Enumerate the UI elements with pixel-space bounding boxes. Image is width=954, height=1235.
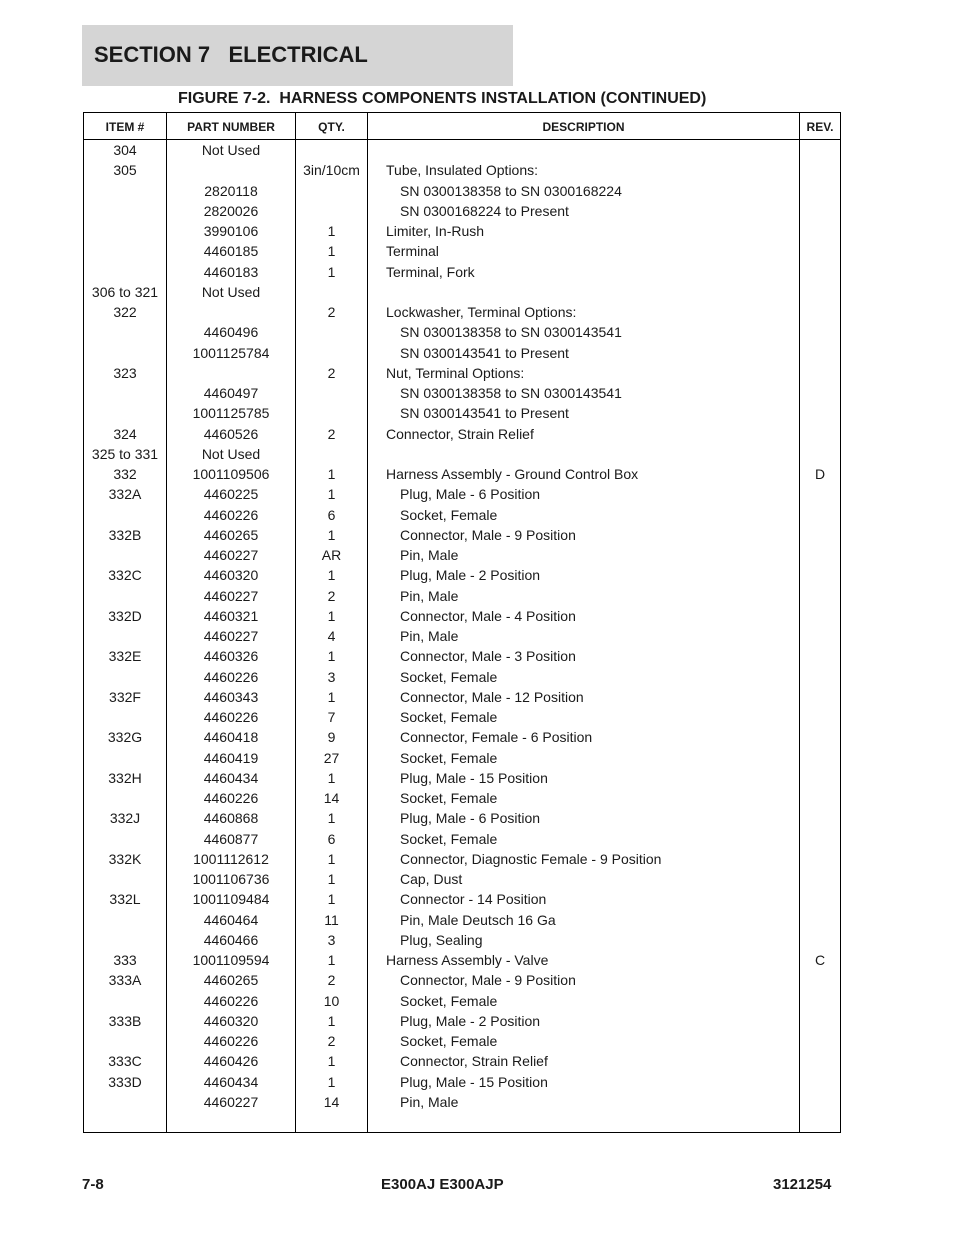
table-row <box>84 930 840 950</box>
table-row <box>84 727 840 747</box>
table-row <box>84 160 840 180</box>
part-number-cell: 4460419 <box>203 749 259 766</box>
part-number-cell: 4460526 <box>203 425 259 442</box>
item-cell: 333 <box>113 952 137 968</box>
item-cell: 332E <box>108 648 142 665</box>
table-row <box>84 322 840 342</box>
qty-cell: 2 <box>327 364 336 381</box>
description-cell: Socket, Female <box>400 506 498 523</box>
table-row <box>84 910 840 930</box>
item-cell: 332C <box>108 567 142 584</box>
description-cell: Socket, Female <box>400 992 498 1009</box>
description-cell: Connector, Male - 12 Position <box>400 688 584 705</box>
table-row <box>84 525 840 545</box>
qty-cell: 7 <box>327 709 336 725</box>
part-number-cell: 1001125784 <box>192 344 270 361</box>
part-number-cell: 4460434 <box>203 769 259 786</box>
table-row <box>84 262 840 282</box>
qty-cell: 3 <box>327 668 336 685</box>
description-cell: Connector, Diagnostic Female - 9 Position <box>400 850 662 867</box>
header-qty: QTY. <box>318 119 345 134</box>
table-row <box>84 1051 840 1071</box>
table-row <box>84 221 840 241</box>
qty-cell: 6 <box>327 830 336 847</box>
description-cell: Socket, Female <box>400 709 498 725</box>
table-row <box>84 950 840 970</box>
item-cell: 333D <box>108 1073 142 1090</box>
qty-cell: 1 <box>327 769 336 786</box>
item-cell: 332L <box>109 891 141 908</box>
description-cell: Plug, Male - 2 Position <box>400 567 541 584</box>
table-row <box>84 869 840 889</box>
table-row <box>84 970 840 990</box>
qty-cell: 1 <box>327 567 336 584</box>
qty-cell: 1 <box>327 526 336 543</box>
item-cell: 306 to 321 <box>91 283 159 300</box>
description-cell: Socket, Female <box>400 749 498 766</box>
item-cell: 322 <box>113 304 137 320</box>
table-row <box>84 626 840 646</box>
item-cell: 332F <box>109 688 141 705</box>
part-number-cell: 1001109506 <box>192 466 270 482</box>
table-row <box>84 707 840 727</box>
part-number-cell: 4460227 <box>203 587 259 604</box>
document-number: 3121254 <box>773 1176 832 1193</box>
description-cell: Nut, Terminal Options: <box>386 364 525 381</box>
header-part-number: PART NUMBER <box>187 119 275 134</box>
part-number-cell: 4460464 <box>203 911 259 928</box>
part-number-cell: 4460227 <box>203 547 259 563</box>
part-number-cell: 4460226 <box>203 790 259 806</box>
header-description: DESCRIPTION <box>542 119 625 134</box>
description-cell: Connector, Male - 9 Position <box>400 526 576 543</box>
item-cell: 325 to 331 <box>91 445 159 462</box>
table-row <box>84 424 840 444</box>
description-cell: Terminal, Fork <box>386 263 475 280</box>
part-number-cell: 4460226 <box>203 1033 259 1049</box>
description-cell: Plug, Sealing <box>400 931 483 948</box>
description-cell: Plug, Male - 6 Position <box>400 486 541 503</box>
qty-cell: 14 <box>323 790 340 806</box>
table-row <box>84 363 840 383</box>
part-number-cell: 4460343 <box>203 688 259 705</box>
description-cell: Connector, Strain Relief <box>386 425 534 442</box>
description-cell: Socket, Female <box>400 790 498 806</box>
description-cell: Connector, Female - 6 Position <box>400 729 593 746</box>
description-cell: Socket, Female <box>400 830 498 847</box>
description-cell: Socket, Female <box>400 668 498 685</box>
table-row <box>84 1092 840 1112</box>
qty-cell: 1 <box>327 243 336 260</box>
table-row <box>84 403 840 423</box>
part-number-cell: 1001106736 <box>192 871 270 887</box>
description-cell: Pin, Male <box>400 1093 459 1110</box>
qty-cell: 1 <box>327 607 336 624</box>
qty-cell: 1 <box>327 891 336 908</box>
description-cell: Plug, Male - 2 Position <box>400 1012 541 1029</box>
part-number-cell: 2820026 <box>203 202 259 219</box>
qty-cell: 1 <box>327 810 336 827</box>
table-row <box>84 606 840 626</box>
part-number-cell: 4460265 <box>203 526 259 543</box>
table-row <box>84 181 840 201</box>
item-cell: 332K <box>108 850 142 867</box>
table-row <box>84 343 840 363</box>
part-number-cell: 4460418 <box>203 729 259 746</box>
part-number-cell: 4460226 <box>203 992 259 1009</box>
description-cell: Connector, Male - 3 Position <box>400 648 576 665</box>
model-name: E300AJ E300AJP <box>381 1176 504 1193</box>
description-cell: Pin, Male <box>400 587 459 604</box>
description-cell: Limiter, In-Rush <box>386 223 485 239</box>
qty-cell: 1 <box>327 1073 336 1090</box>
table-row <box>84 444 840 464</box>
part-number-cell: 4460185 <box>203 243 259 260</box>
description-cell: Plug, Male - 15 Position <box>400 1073 548 1090</box>
qty-cell: 10 <box>323 992 340 1009</box>
part-number-cell: 1001109484 <box>192 891 270 908</box>
item-cell: 332D <box>108 607 142 624</box>
description-cell: Terminal <box>386 243 439 260</box>
section-title: SECTION 7 ELECTRICAL <box>94 42 368 67</box>
part-number-cell: 4460497 <box>203 385 259 401</box>
description-cell: Cap, Dust <box>400 871 463 887</box>
header-rev: REV. <box>806 119 834 134</box>
part-number-cell: 4460321 <box>203 607 259 624</box>
description-cell: Plug, Male - 15 Position <box>400 769 548 786</box>
item-cell: 333B <box>108 1012 142 1029</box>
table-row <box>84 788 840 808</box>
qty-cell: 1 <box>327 223 336 239</box>
qty-cell: 1 <box>327 1053 336 1070</box>
qty-cell: 14 <box>323 1093 340 1110</box>
part-number-cell: 2820118 <box>204 182 258 199</box>
description-cell: Connector, Male - 4 Position <box>400 607 576 624</box>
qty-cell: 2 <box>327 972 336 989</box>
table-row <box>84 1011 840 1031</box>
section-header-bar <box>82 25 513 86</box>
header-item: ITEM # <box>105 119 145 134</box>
table-row <box>84 991 840 1011</box>
part-number-cell: 1001125785 <box>192 405 270 422</box>
table-row <box>84 201 840 221</box>
part-number-cell: 4460496 <box>203 324 259 341</box>
part-number-cell: 4460265 <box>203 972 259 989</box>
table-row <box>84 1031 840 1051</box>
qty-cell: 2 <box>327 304 336 320</box>
description-cell: Harness Assembly - Valve <box>386 952 549 968</box>
part-number-cell: 4460226 <box>203 709 259 725</box>
description-cell: SN 0300143541 to Present <box>400 405 569 422</box>
page-number: 7-8 <box>82 1176 104 1193</box>
description-cell: SN 0300138358 to SN 0300168224 <box>400 182 622 199</box>
table-row <box>84 667 840 687</box>
table-row <box>84 829 840 849</box>
part-number-cell: 4460225 <box>203 486 259 503</box>
description-cell: Pin, Male Deutsch 16 Ga <box>400 911 556 928</box>
item-cell: 332A <box>108 486 142 503</box>
description-cell: SN 0300168224 to Present <box>400 202 569 219</box>
item-cell: 333C <box>108 1053 142 1070</box>
qty-cell: 1 <box>327 688 336 705</box>
qty-cell: 6 <box>327 506 336 523</box>
item-cell: 324 <box>113 425 137 442</box>
item-cell: 323 <box>113 364 137 381</box>
description-cell: Connector, Strain Relief <box>400 1053 548 1070</box>
item-cell: 332H <box>108 769 142 786</box>
table-row <box>84 565 840 585</box>
part-number-cell: 4460434 <box>203 1073 259 1090</box>
table-row <box>84 1072 840 1092</box>
table-row <box>84 505 840 525</box>
item-cell: 333A <box>108 972 142 989</box>
part-number-cell: Not Used <box>201 283 261 300</box>
qty-cell: 11 <box>324 911 339 928</box>
table-row <box>84 889 840 909</box>
item-cell: 332 <box>113 466 137 482</box>
qty-cell: 2 <box>327 587 336 604</box>
part-number-cell: Not Used <box>201 142 261 158</box>
part-number-cell: 4460877 <box>203 830 259 847</box>
qty-cell: 1 <box>327 871 336 887</box>
qty-cell: 9 <box>327 729 336 746</box>
table-row <box>84 484 840 504</box>
part-number-cell: 4460227 <box>203 1093 259 1110</box>
part-number-cell: Not Used <box>201 445 261 462</box>
qty-cell: 1 <box>327 466 336 482</box>
rev-cell: D <box>814 466 826 482</box>
description-cell: Lockwasher, Terminal Options: <box>386 304 577 320</box>
part-number-cell: 4460868 <box>203 810 259 827</box>
table-row <box>84 282 840 302</box>
description-cell: SN 0300143541 to Present <box>400 344 569 361</box>
qty-cell: AR <box>321 547 342 563</box>
description-cell: Pin, Male <box>400 547 459 563</box>
rev-cell: C <box>814 952 826 968</box>
part-number-cell: 4460426 <box>203 1053 259 1070</box>
qty-cell: 1 <box>327 952 336 968</box>
qty-cell: 3 <box>327 931 336 948</box>
item-cell: 332G <box>107 729 143 746</box>
qty-cell: 1 <box>327 486 336 503</box>
table-row <box>84 808 840 828</box>
part-number-cell: 4460320 <box>203 1012 259 1029</box>
qty-cell: 1 <box>327 1012 336 1029</box>
table-row <box>84 849 840 869</box>
table-row <box>84 464 840 484</box>
parts-table <box>83 112 841 1133</box>
part-number-cell: 1001109594 <box>192 952 270 968</box>
table-row <box>84 586 840 606</box>
table-row <box>84 687 840 707</box>
part-number-cell: 3990106 <box>203 223 259 239</box>
table-row <box>84 646 840 666</box>
part-number-cell: 4460183 <box>203 263 259 280</box>
part-number-cell: 4460226 <box>203 668 259 685</box>
description-cell: Socket, Female <box>400 1033 498 1049</box>
item-cell: 332B <box>108 526 142 543</box>
table-row <box>84 140 840 160</box>
qty-cell: 1 <box>327 850 336 867</box>
part-number-cell: 4460466 <box>203 931 259 948</box>
description-cell: Connector - 14 Position <box>400 891 547 908</box>
qty-cell: 27 <box>323 749 340 766</box>
description-cell: Pin, Male <box>400 628 459 644</box>
description-cell: Plug, Male - 6 Position <box>400 810 541 827</box>
part-number-cell: 4460320 <box>203 567 259 584</box>
table-row <box>84 768 840 788</box>
table-row <box>84 748 840 768</box>
description-cell: SN 0300138358 to SN 0300143541 <box>400 324 622 341</box>
qty-cell: 2 <box>327 425 336 442</box>
part-number-cell: 1001112612 <box>193 850 269 867</box>
description-cell: Connector, Male - 9 Position <box>400 972 576 989</box>
table-row <box>84 302 840 322</box>
table-row <box>84 545 840 565</box>
part-number-cell: 4460326 <box>203 648 259 665</box>
item-cell: 304 <box>113 142 137 158</box>
part-number-cell: 4460226 <box>203 506 259 523</box>
qty-cell: 3in/10cm <box>303 162 360 179</box>
table-row <box>84 241 840 261</box>
description-cell: Tube, Insulated Options: <box>386 162 539 179</box>
qty-cell: 2 <box>327 1033 336 1049</box>
figure-title: FIGURE 7-2. HARNESS COMPONENTS INSTALLATION (CONTINUED) <box>178 90 707 107</box>
qty-cell: 1 <box>327 263 336 280</box>
part-number-cell: 4460227 <box>203 628 259 644</box>
description-cell: SN 0300138358 to SN 0300143541 <box>400 385 622 401</box>
description-cell: Harness Assembly - Ground Control Box <box>386 466 639 482</box>
item-cell: 332J <box>109 810 141 827</box>
table-row <box>84 383 840 403</box>
qty-cell: 1 <box>327 648 336 665</box>
item-cell: 305 <box>113 162 137 179</box>
qty-cell: 4 <box>327 628 336 644</box>
